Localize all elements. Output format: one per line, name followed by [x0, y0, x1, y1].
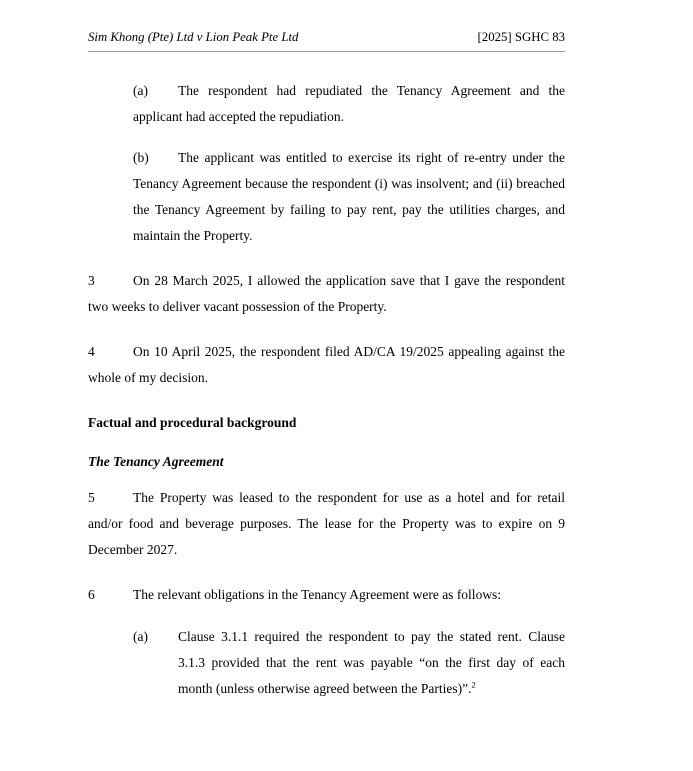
subsection-heading: The Tenancy Agreement — [88, 454, 224, 469]
paragraph-5-text: The Property was leased to the respondent for use as a hotel and for retail and/or food and beverage purposes. The lease for the Property was to expire on 9 December 2027. — [88, 490, 565, 557]
subparagraph-a-text: The respondent had repudiated the Tenancy Agreement and the applicant had accepted the repudiation. — [133, 83, 565, 124]
section-heading: Factual and procedural background — [88, 415, 297, 430]
subparagraph-b — [133, 145, 565, 249]
subparagraph-b-text: The applicant was entitled to exercise its right of re-entry under the Tenancy Agreement because the respondent (i) was insolvent; and (ii) breached the Tenancy Agreement by failing to pay rent, pay the utilities charges, and maintain the Property. — [133, 150, 565, 243]
paragraph-5-number: 5 — [88, 490, 95, 505]
subparagraph-a-label: (a) — [133, 83, 148, 98]
paragraph-4-text: On 10 April 2025, the respondent filed AD/CA 19/2025 appealing against the whole of my decision. — [88, 344, 565, 385]
running-header — [88, 30, 565, 52]
paragraph-6-number: 6 — [88, 587, 95, 602]
paragraph-3-number: 3 — [88, 273, 95, 288]
page-content — [88, 30, 565, 702]
case-name: Sim Khong (Pte) Ltd v Lion Peak Pte Ltd — [88, 30, 299, 44]
subparagraph-6a-label: (a) — [133, 629, 148, 644]
paragraph-5 — [88, 485, 565, 563]
paragraph-6-text: The relevant obligations in the Tenancy Agreement were as follows: — [133, 587, 502, 602]
subparagraph-b-label: (b) — [133, 150, 149, 165]
paragraph-3 — [88, 268, 565, 320]
paragraph-6 — [88, 582, 565, 608]
subparagraph-6a-text: Clause 3.1.1 required the respondent to pay the stated rent. Clause 3.1.3 provided that the rent was payable “on the first day of each month (unless otherwise agreed between the Parties)”. — [178, 629, 565, 696]
citation: [2025] SGHC 83 — [477, 30, 565, 44]
paragraph-4 — [88, 339, 565, 391]
subparagraph-a — [133, 78, 565, 130]
paragraph-3-text: On 28 March 2025, I allowed the application save that I gave the respondent two weeks to deliver vacant possession of the Property. — [88, 273, 565, 314]
subparagraph-6a — [133, 624, 565, 702]
footnote-reference: 2 — [471, 679, 476, 690]
paragraph-4-number: 4 — [88, 344, 95, 359]
document-body — [88, 78, 565, 702]
